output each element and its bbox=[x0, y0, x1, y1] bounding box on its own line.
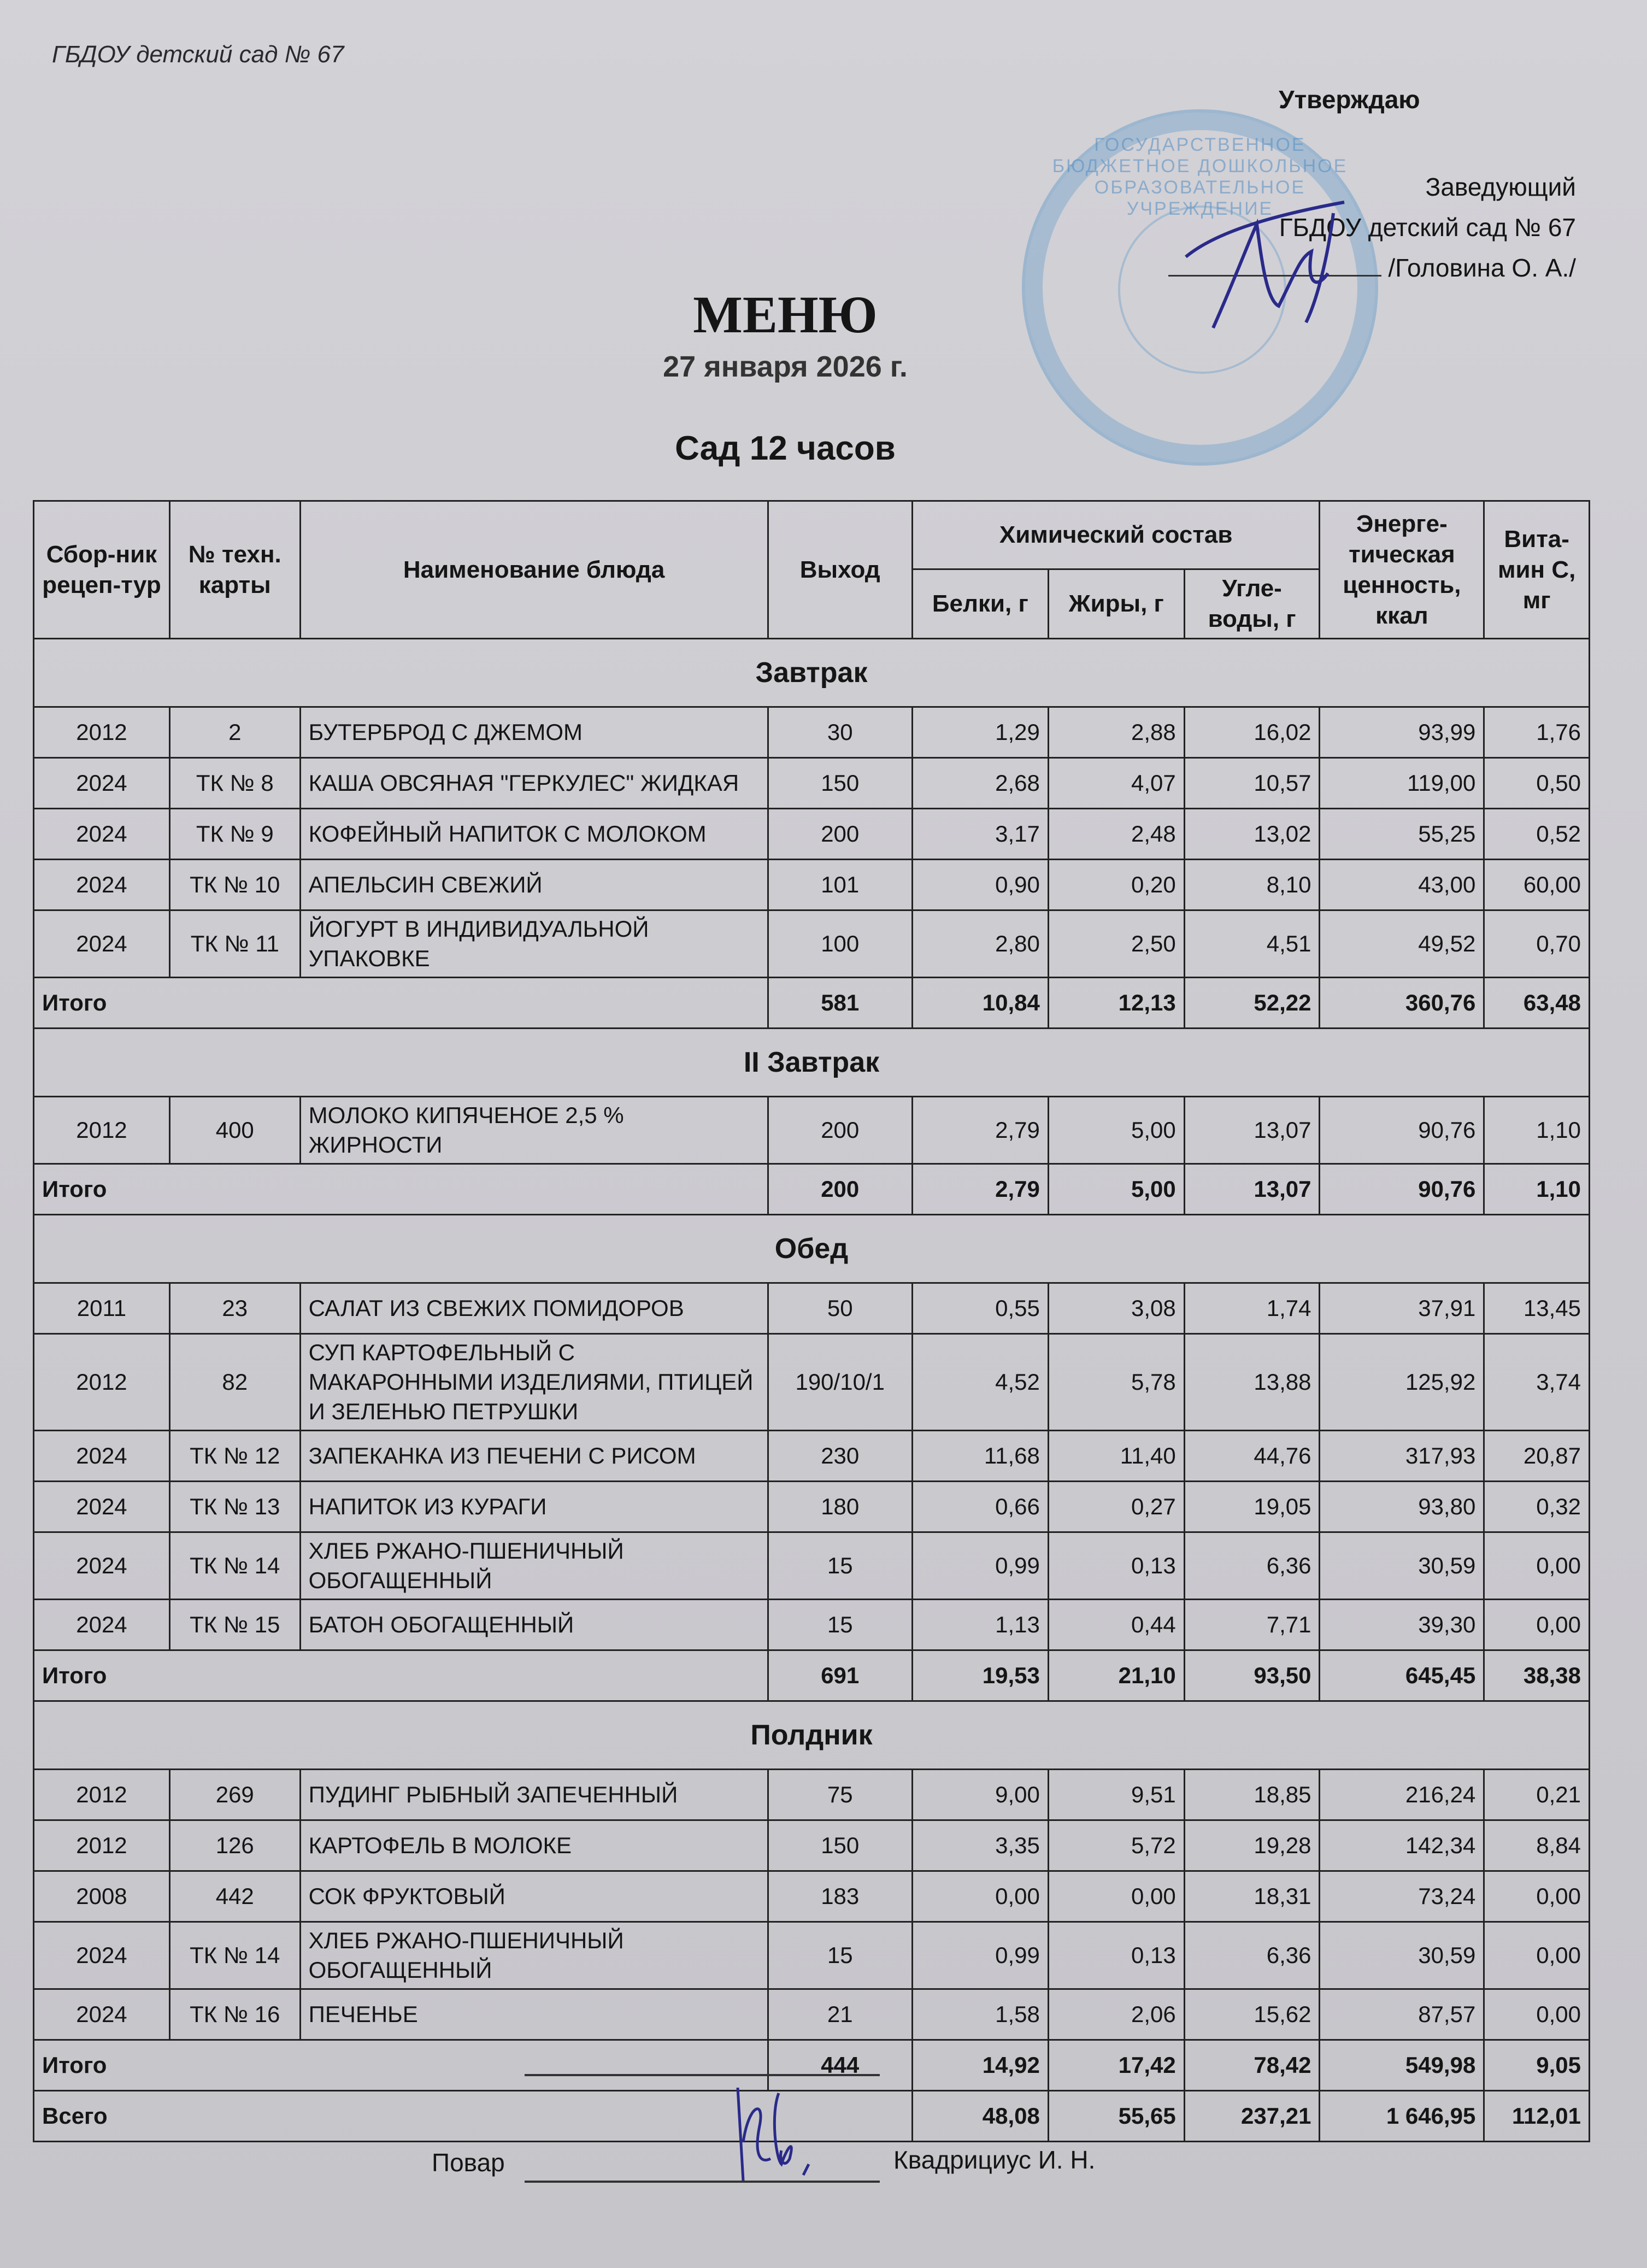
cell-collection: 2024 bbox=[34, 758, 170, 809]
cell-output: 180 bbox=[768, 1482, 912, 1532]
cell-energy: 30,59 bbox=[1320, 1922, 1484, 1989]
cell-carbs: 18,85 bbox=[1184, 1770, 1320, 1820]
cell-protein: 0,90 bbox=[912, 860, 1048, 910]
cell-tech-card: ТК № 14 bbox=[169, 1532, 300, 1600]
cell-output: 183 bbox=[768, 1871, 912, 1922]
total-energy: 90,76 bbox=[1320, 1164, 1484, 1215]
cell-tech-card: ТК № 9 bbox=[169, 809, 300, 860]
cell-fat: 5,78 bbox=[1048, 1334, 1184, 1431]
cell-protein: 0,99 bbox=[912, 1922, 1048, 1989]
cook-name: Квадрициус И. Н. bbox=[893, 2146, 1096, 2174]
cell-tech-card: 23 bbox=[169, 1283, 300, 1334]
total-output: 444 bbox=[768, 2040, 912, 2091]
col-carbs: Угле-воды, г bbox=[1184, 569, 1320, 639]
total-fat: 17,42 bbox=[1048, 2040, 1184, 2091]
cell-protein: 0,55 bbox=[912, 1283, 1048, 1334]
cell-energy: 87,57 bbox=[1320, 1989, 1484, 2040]
cell-dish-name: КАРТОФЕЛЬ В МОЛОКЕ bbox=[300, 1820, 768, 1871]
grand-total-carbs: 237,21 bbox=[1184, 2091, 1320, 2142]
cell-vitamin-c: 0,00 bbox=[1484, 1600, 1590, 1650]
signature-line-bottom bbox=[525, 2181, 880, 2183]
cell-collection: 2024 bbox=[34, 1431, 170, 1482]
cell-protein: 1,58 bbox=[912, 1989, 1048, 2040]
menu-body bbox=[34, 639, 1590, 2142]
cell-energy: 30,59 bbox=[1320, 1532, 1484, 1600]
cell-tech-card: ТК № 10 bbox=[169, 860, 300, 910]
cell-tech-card: 2 bbox=[169, 707, 300, 758]
cell-vitamin-c: 0,00 bbox=[1484, 1532, 1590, 1600]
header-row bbox=[34, 501, 1590, 569]
cell-fat: 4,07 bbox=[1048, 758, 1184, 809]
cell-tech-card: 400 bbox=[169, 1097, 300, 1164]
grand-total-fat: 55,65 bbox=[1048, 2091, 1184, 2142]
cell-energy: 37,91 bbox=[1320, 1283, 1484, 1334]
total-vitamin-c: 1,10 bbox=[1484, 1164, 1590, 1215]
cell-output: 200 bbox=[768, 809, 912, 860]
grand-total-label: Всего bbox=[34, 2091, 913, 2142]
section-title: Полдник bbox=[34, 1701, 1590, 1770]
section-title: Обед bbox=[34, 1215, 1590, 1283]
cell-carbs: 15,62 bbox=[1184, 1989, 1320, 2040]
grand-total-energy: 1 646,95 bbox=[1320, 2091, 1484, 2142]
cell-carbs: 6,36 bbox=[1184, 1532, 1320, 1600]
cell-tech-card: ТК № 12 bbox=[169, 1431, 300, 1482]
cell-dish-name: ПЕЧЕНЬЕ bbox=[300, 1989, 768, 2040]
cell-output: 50 bbox=[768, 1283, 912, 1334]
cell-carbs: 19,28 bbox=[1184, 1820, 1320, 1871]
cell-output: 200 bbox=[768, 1097, 912, 1164]
col-chemical: Химический состав bbox=[912, 501, 1320, 569]
cell-energy: 93,99 bbox=[1320, 707, 1484, 758]
cell-dish-name: ЙОГУРТ В ИНДИВИДУАЛЬНОЙ УПАКОВКЕ bbox=[300, 910, 768, 978]
cell-output: 101 bbox=[768, 860, 912, 910]
total-row bbox=[34, 1164, 1590, 1215]
total-fat: 12,13 bbox=[1048, 978, 1184, 1029]
cell-fat: 0,20 bbox=[1048, 860, 1184, 910]
total-carbs: 13,07 bbox=[1184, 1164, 1320, 1215]
total-carbs: 52,22 bbox=[1184, 978, 1320, 1029]
cell-fat: 0,13 bbox=[1048, 1922, 1184, 1989]
cell-output: 15 bbox=[768, 1600, 912, 1650]
cell-output: 100 bbox=[768, 910, 912, 978]
cell-collection: 2008 bbox=[34, 1871, 170, 1922]
cell-vitamin-c: 1,10 bbox=[1484, 1097, 1590, 1164]
section-title: II Завтрак bbox=[34, 1029, 1590, 1097]
cell-energy: 43,00 bbox=[1320, 860, 1484, 910]
cell-protein: 2,79 bbox=[912, 1097, 1048, 1164]
cell-fat: 0,44 bbox=[1048, 1600, 1184, 1650]
cell-dish-name: ХЛЕБ РЖАНО-ПШЕНИЧНЫЙ ОБОГАЩЕННЫЙ bbox=[300, 1922, 768, 1989]
cell-dish-name: ХЛЕБ РЖАНО-ПШЕНИЧНЫЙ ОБОГАЩЕННЫЙ bbox=[300, 1532, 768, 1600]
cell-fat: 5,00 bbox=[1048, 1097, 1184, 1164]
stamp-text: ГОСУДАРСТВЕННОЕ БЮДЖЕТНОЕ ДОШКОЛЬНОЕ ОБРАЗОВАТЕЛЬНОЕ УЧРЕЖДЕНИЕ bbox=[1052, 134, 1348, 219]
cell-fat: 0,13 bbox=[1048, 1532, 1184, 1600]
cell-output: 75 bbox=[768, 1770, 912, 1820]
cell-vitamin-c: 1,76 bbox=[1484, 707, 1590, 758]
table-row bbox=[34, 1283, 1590, 1334]
cell-carbs: 10,57 bbox=[1184, 758, 1320, 809]
signature-line-top bbox=[525, 2074, 880, 2076]
cell-tech-card: ТК № 14 bbox=[169, 1922, 300, 1989]
total-vitamin-c: 9,05 bbox=[1484, 2040, 1590, 2091]
menu-subtitle: Сад 12 часов bbox=[675, 430, 896, 467]
page-title: МЕНЮ bbox=[693, 285, 878, 344]
approver-name: /Головина О. А./ bbox=[1388, 254, 1576, 282]
cell-output: 150 bbox=[768, 758, 912, 809]
cell-tech-card: ТК № 16 bbox=[169, 1989, 300, 2040]
approver-position: Заведующий bbox=[1425, 173, 1576, 201]
cell-tech-card: ТК № 11 bbox=[169, 910, 300, 978]
cell-collection: 2024 bbox=[34, 1922, 170, 1989]
total-vitamin-c: 63,48 bbox=[1484, 978, 1590, 1029]
col-fat: Жиры, г bbox=[1048, 569, 1184, 639]
col-vitamin-c: Вита-мин С, мг bbox=[1484, 501, 1590, 639]
table-row bbox=[34, 1820, 1590, 1871]
total-fat: 5,00 bbox=[1048, 1164, 1184, 1215]
cell-collection: 2012 bbox=[34, 707, 170, 758]
cell-output: 190/10/1 bbox=[768, 1334, 912, 1431]
total-label: Итого bbox=[34, 978, 768, 1029]
total-row bbox=[34, 978, 1590, 1029]
cell-collection: 2024 bbox=[34, 809, 170, 860]
cell-dish-name: АПЕЛЬСИН СВЕЖИЙ bbox=[300, 860, 768, 910]
cell-energy: 119,00 bbox=[1320, 758, 1484, 809]
cell-carbs: 8,10 bbox=[1184, 860, 1320, 910]
total-row bbox=[34, 1650, 1590, 1701]
cell-tech-card: 442 bbox=[169, 1871, 300, 1922]
table-row bbox=[34, 1532, 1590, 1600]
table-row bbox=[34, 1482, 1590, 1532]
cell-tech-card: 269 bbox=[169, 1770, 300, 1820]
section-header bbox=[34, 1215, 1590, 1283]
col-dish-name: Наименование блюда bbox=[300, 501, 768, 639]
total-label: Итого bbox=[34, 2040, 768, 2091]
col-collection: Сбор-ник рецеп-тур bbox=[34, 501, 170, 639]
section-header bbox=[34, 1029, 1590, 1097]
cell-collection: 2024 bbox=[34, 910, 170, 978]
cell-vitamin-c: 0,32 bbox=[1484, 1482, 1590, 1532]
cell-dish-name: ПУДИНГ РЫБНЫЙ ЗАПЕЧЕННЫЙ bbox=[300, 1770, 768, 1820]
total-protein: 14,92 bbox=[912, 2040, 1048, 2091]
total-energy: 360,76 bbox=[1320, 978, 1484, 1029]
section-header bbox=[34, 1701, 1590, 1770]
cell-tech-card: ТК № 8 bbox=[169, 758, 300, 809]
cell-collection: 2024 bbox=[34, 1482, 170, 1532]
cell-fat: 11,40 bbox=[1048, 1431, 1184, 1482]
cell-energy: 93,80 bbox=[1320, 1482, 1484, 1532]
cell-fat: 0,00 bbox=[1048, 1871, 1184, 1922]
table-row bbox=[34, 1431, 1590, 1482]
cell-output: 21 bbox=[768, 1989, 912, 2040]
approver-org: ГБДОУ детский сад № 67 bbox=[1279, 213, 1576, 242]
organization-name: ГБДОУ детский сад № 67 bbox=[52, 41, 344, 68]
menu-date: 27 января 2026 г. bbox=[663, 350, 908, 383]
section-header bbox=[34, 639, 1590, 707]
cell-vitamin-c: 0,52 bbox=[1484, 809, 1590, 860]
total-output: 200 bbox=[768, 1164, 912, 1215]
cell-dish-name: СУП КАРТОФЕЛЬНЫЙ С МАКАРОННЫМИ ИЗДЕЛИЯМИ, ПТИЦЕЙ И ЗЕЛЕНЬЮ ПЕТРУШКИ bbox=[300, 1334, 768, 1431]
cell-energy: 73,24 bbox=[1320, 1871, 1484, 1922]
total-fat: 21,10 bbox=[1048, 1650, 1184, 1701]
cell-energy: 39,30 bbox=[1320, 1600, 1484, 1650]
cell-vitamin-c: 0,50 bbox=[1484, 758, 1590, 809]
cell-energy: 125,92 bbox=[1320, 1334, 1484, 1431]
total-carbs: 78,42 bbox=[1184, 2040, 1320, 2091]
cell-output: 30 bbox=[768, 707, 912, 758]
cell-energy: 216,24 bbox=[1320, 1770, 1484, 1820]
cell-dish-name: БУТЕРБРОД С ДЖЕМОМ bbox=[300, 707, 768, 758]
table-row bbox=[34, 1989, 1590, 2040]
cell-collection: 2012 bbox=[34, 1334, 170, 1431]
col-protein: Белки, г bbox=[912, 569, 1048, 639]
total-label: Итого bbox=[34, 1164, 768, 1215]
cell-dish-name: НАПИТОК ИЗ КУРАГИ bbox=[300, 1482, 768, 1532]
table-row bbox=[34, 910, 1590, 978]
total-energy: 549,98 bbox=[1320, 2040, 1484, 2091]
grand-total-vitamin-c: 112,01 bbox=[1484, 2091, 1590, 2142]
table-row bbox=[34, 1770, 1590, 1820]
cell-vitamin-c: 0,21 bbox=[1484, 1770, 1590, 1820]
cell-energy: 317,93 bbox=[1320, 1431, 1484, 1482]
cell-output: 15 bbox=[768, 1532, 912, 1600]
table-row bbox=[34, 1097, 1590, 1164]
cell-carbs: 4,51 bbox=[1184, 910, 1320, 978]
cell-dish-name: КАША ОВСЯНАЯ "ГЕРКУЛЕС" ЖИДКАЯ bbox=[300, 758, 768, 809]
col-energy: Энерге-тическая ценность, ккал bbox=[1320, 501, 1484, 639]
cell-protein: 1,29 bbox=[912, 707, 1048, 758]
cell-energy: 142,34 bbox=[1320, 1820, 1484, 1871]
cell-output: 150 bbox=[768, 1820, 912, 1871]
cell-fat: 2,88 bbox=[1048, 707, 1184, 758]
cell-vitamin-c: 60,00 bbox=[1484, 860, 1590, 910]
cell-vitamin-c: 8,84 bbox=[1484, 1820, 1590, 1871]
cell-carbs: 13,07 bbox=[1184, 1097, 1320, 1164]
cell-protein: 3,35 bbox=[912, 1820, 1048, 1871]
col-output: Выход bbox=[768, 501, 912, 639]
cell-vitamin-c: 0,00 bbox=[1484, 1871, 1590, 1922]
total-label: Итого bbox=[34, 1650, 768, 1701]
cell-protein: 4,52 bbox=[912, 1334, 1048, 1431]
total-output: 691 bbox=[768, 1650, 912, 1701]
cell-tech-card: 126 bbox=[169, 1820, 300, 1871]
cook-label: Повар bbox=[432, 2148, 505, 2177]
approve-label: Утверждаю bbox=[1279, 85, 1420, 114]
cell-collection: 2024 bbox=[34, 1532, 170, 1600]
cell-collection: 2012 bbox=[34, 1770, 170, 1820]
cell-protein: 11,68 bbox=[912, 1431, 1048, 1482]
cell-carbs: 16,02 bbox=[1184, 707, 1320, 758]
table-row bbox=[34, 1334, 1590, 1431]
table-row bbox=[34, 1922, 1590, 1989]
table-row bbox=[34, 758, 1590, 809]
cell-vitamin-c: 13,45 bbox=[1484, 1283, 1590, 1334]
cell-fat: 5,72 bbox=[1048, 1820, 1184, 1871]
cell-protein: 2,68 bbox=[912, 758, 1048, 809]
table-row bbox=[34, 860, 1590, 910]
cell-carbs: 13,02 bbox=[1184, 809, 1320, 860]
cell-tech-card: ТК № 15 bbox=[169, 1600, 300, 1650]
cell-dish-name: СОК ФРУКТОВЫЙ bbox=[300, 1871, 768, 1922]
cell-collection: 2024 bbox=[34, 860, 170, 910]
cell-protein: 9,00 bbox=[912, 1770, 1048, 1820]
cell-energy: 49,52 bbox=[1320, 910, 1484, 978]
total-carbs: 93,50 bbox=[1184, 1650, 1320, 1701]
total-protein: 19,53 bbox=[912, 1650, 1048, 1701]
cell-vitamin-c: 3,74 bbox=[1484, 1334, 1590, 1431]
cell-collection: 2011 bbox=[34, 1283, 170, 1334]
cook-signature bbox=[727, 2082, 836, 2191]
cell-protein: 0,66 bbox=[912, 1482, 1048, 1532]
cell-collection: 2024 bbox=[34, 1600, 170, 1650]
cell-vitamin-c: 0,00 bbox=[1484, 1989, 1590, 2040]
cell-vitamin-c: 0,70 bbox=[1484, 910, 1590, 978]
cell-vitamin-c: 0,00 bbox=[1484, 1922, 1590, 1989]
cell-fat: 2,06 bbox=[1048, 1989, 1184, 2040]
table-row bbox=[34, 707, 1590, 758]
cell-fat: 3,08 bbox=[1048, 1283, 1184, 1334]
cell-fat: 2,50 bbox=[1048, 910, 1184, 978]
cell-collection: 2024 bbox=[34, 1989, 170, 2040]
cell-energy: 90,76 bbox=[1320, 1097, 1484, 1164]
table-row bbox=[34, 809, 1590, 860]
cell-output: 15 bbox=[768, 1922, 912, 1989]
total-vitamin-c: 38,38 bbox=[1484, 1650, 1590, 1701]
cell-fat: 2,48 bbox=[1048, 809, 1184, 860]
table-row bbox=[34, 1600, 1590, 1650]
table-row bbox=[34, 1871, 1590, 1922]
total-output: 581 bbox=[768, 978, 912, 1029]
cell-tech-card: ТК № 13 bbox=[169, 1482, 300, 1532]
cell-carbs: 18,31 bbox=[1184, 1871, 1320, 1922]
total-protein: 2,79 bbox=[912, 1164, 1048, 1215]
cell-collection: 2012 bbox=[34, 1097, 170, 1164]
cell-carbs: 13,88 bbox=[1184, 1334, 1320, 1431]
cell-carbs: 19,05 bbox=[1184, 1482, 1320, 1532]
cell-carbs: 44,76 bbox=[1184, 1431, 1320, 1482]
menu-table bbox=[33, 500, 1590, 2142]
cell-protein: 1,13 bbox=[912, 1600, 1048, 1650]
cell-dish-name: МОЛОКО КИПЯЧЕНОЕ 2,5 % ЖИРНОСТИ bbox=[300, 1097, 768, 1164]
cell-carbs: 6,36 bbox=[1184, 1922, 1320, 1989]
section-title: Завтрак bbox=[34, 639, 1590, 707]
cell-energy: 55,25 bbox=[1320, 809, 1484, 860]
cell-collection: 2012 bbox=[34, 1820, 170, 1871]
cell-protein: 0,00 bbox=[912, 1871, 1048, 1922]
cell-tech-card: 82 bbox=[169, 1334, 300, 1431]
cell-carbs: 1,74 bbox=[1184, 1283, 1320, 1334]
cell-protein: 0,99 bbox=[912, 1532, 1048, 1600]
total-protein: 10,84 bbox=[912, 978, 1048, 1029]
col-tech-card: № техн. карты bbox=[169, 501, 300, 639]
cell-protein: 2,80 bbox=[912, 910, 1048, 978]
cell-output: 230 bbox=[768, 1431, 912, 1482]
cell-dish-name: БАТОН ОБОГАЩЕННЫЙ bbox=[300, 1600, 768, 1650]
cell-carbs: 7,71 bbox=[1184, 1600, 1320, 1650]
cell-dish-name: ЗАПЕКАНКА ИЗ ПЕЧЕНИ С РИСОМ bbox=[300, 1431, 768, 1482]
cell-fat: 0,27 bbox=[1048, 1482, 1184, 1532]
grand-total-protein: 48,08 bbox=[912, 2091, 1048, 2142]
cell-fat: 9,51 bbox=[1048, 1770, 1184, 1820]
cell-dish-name: САЛАТ ИЗ СВЕЖИХ ПОМИДОРОВ bbox=[300, 1283, 768, 1334]
cell-vitamin-c: 20,87 bbox=[1484, 1431, 1590, 1482]
cell-dish-name: КОФЕЙНЫЙ НАПИТОК С МОЛОКОМ bbox=[300, 809, 768, 860]
cell-protein: 3,17 bbox=[912, 809, 1048, 860]
total-energy: 645,45 bbox=[1320, 1650, 1484, 1701]
